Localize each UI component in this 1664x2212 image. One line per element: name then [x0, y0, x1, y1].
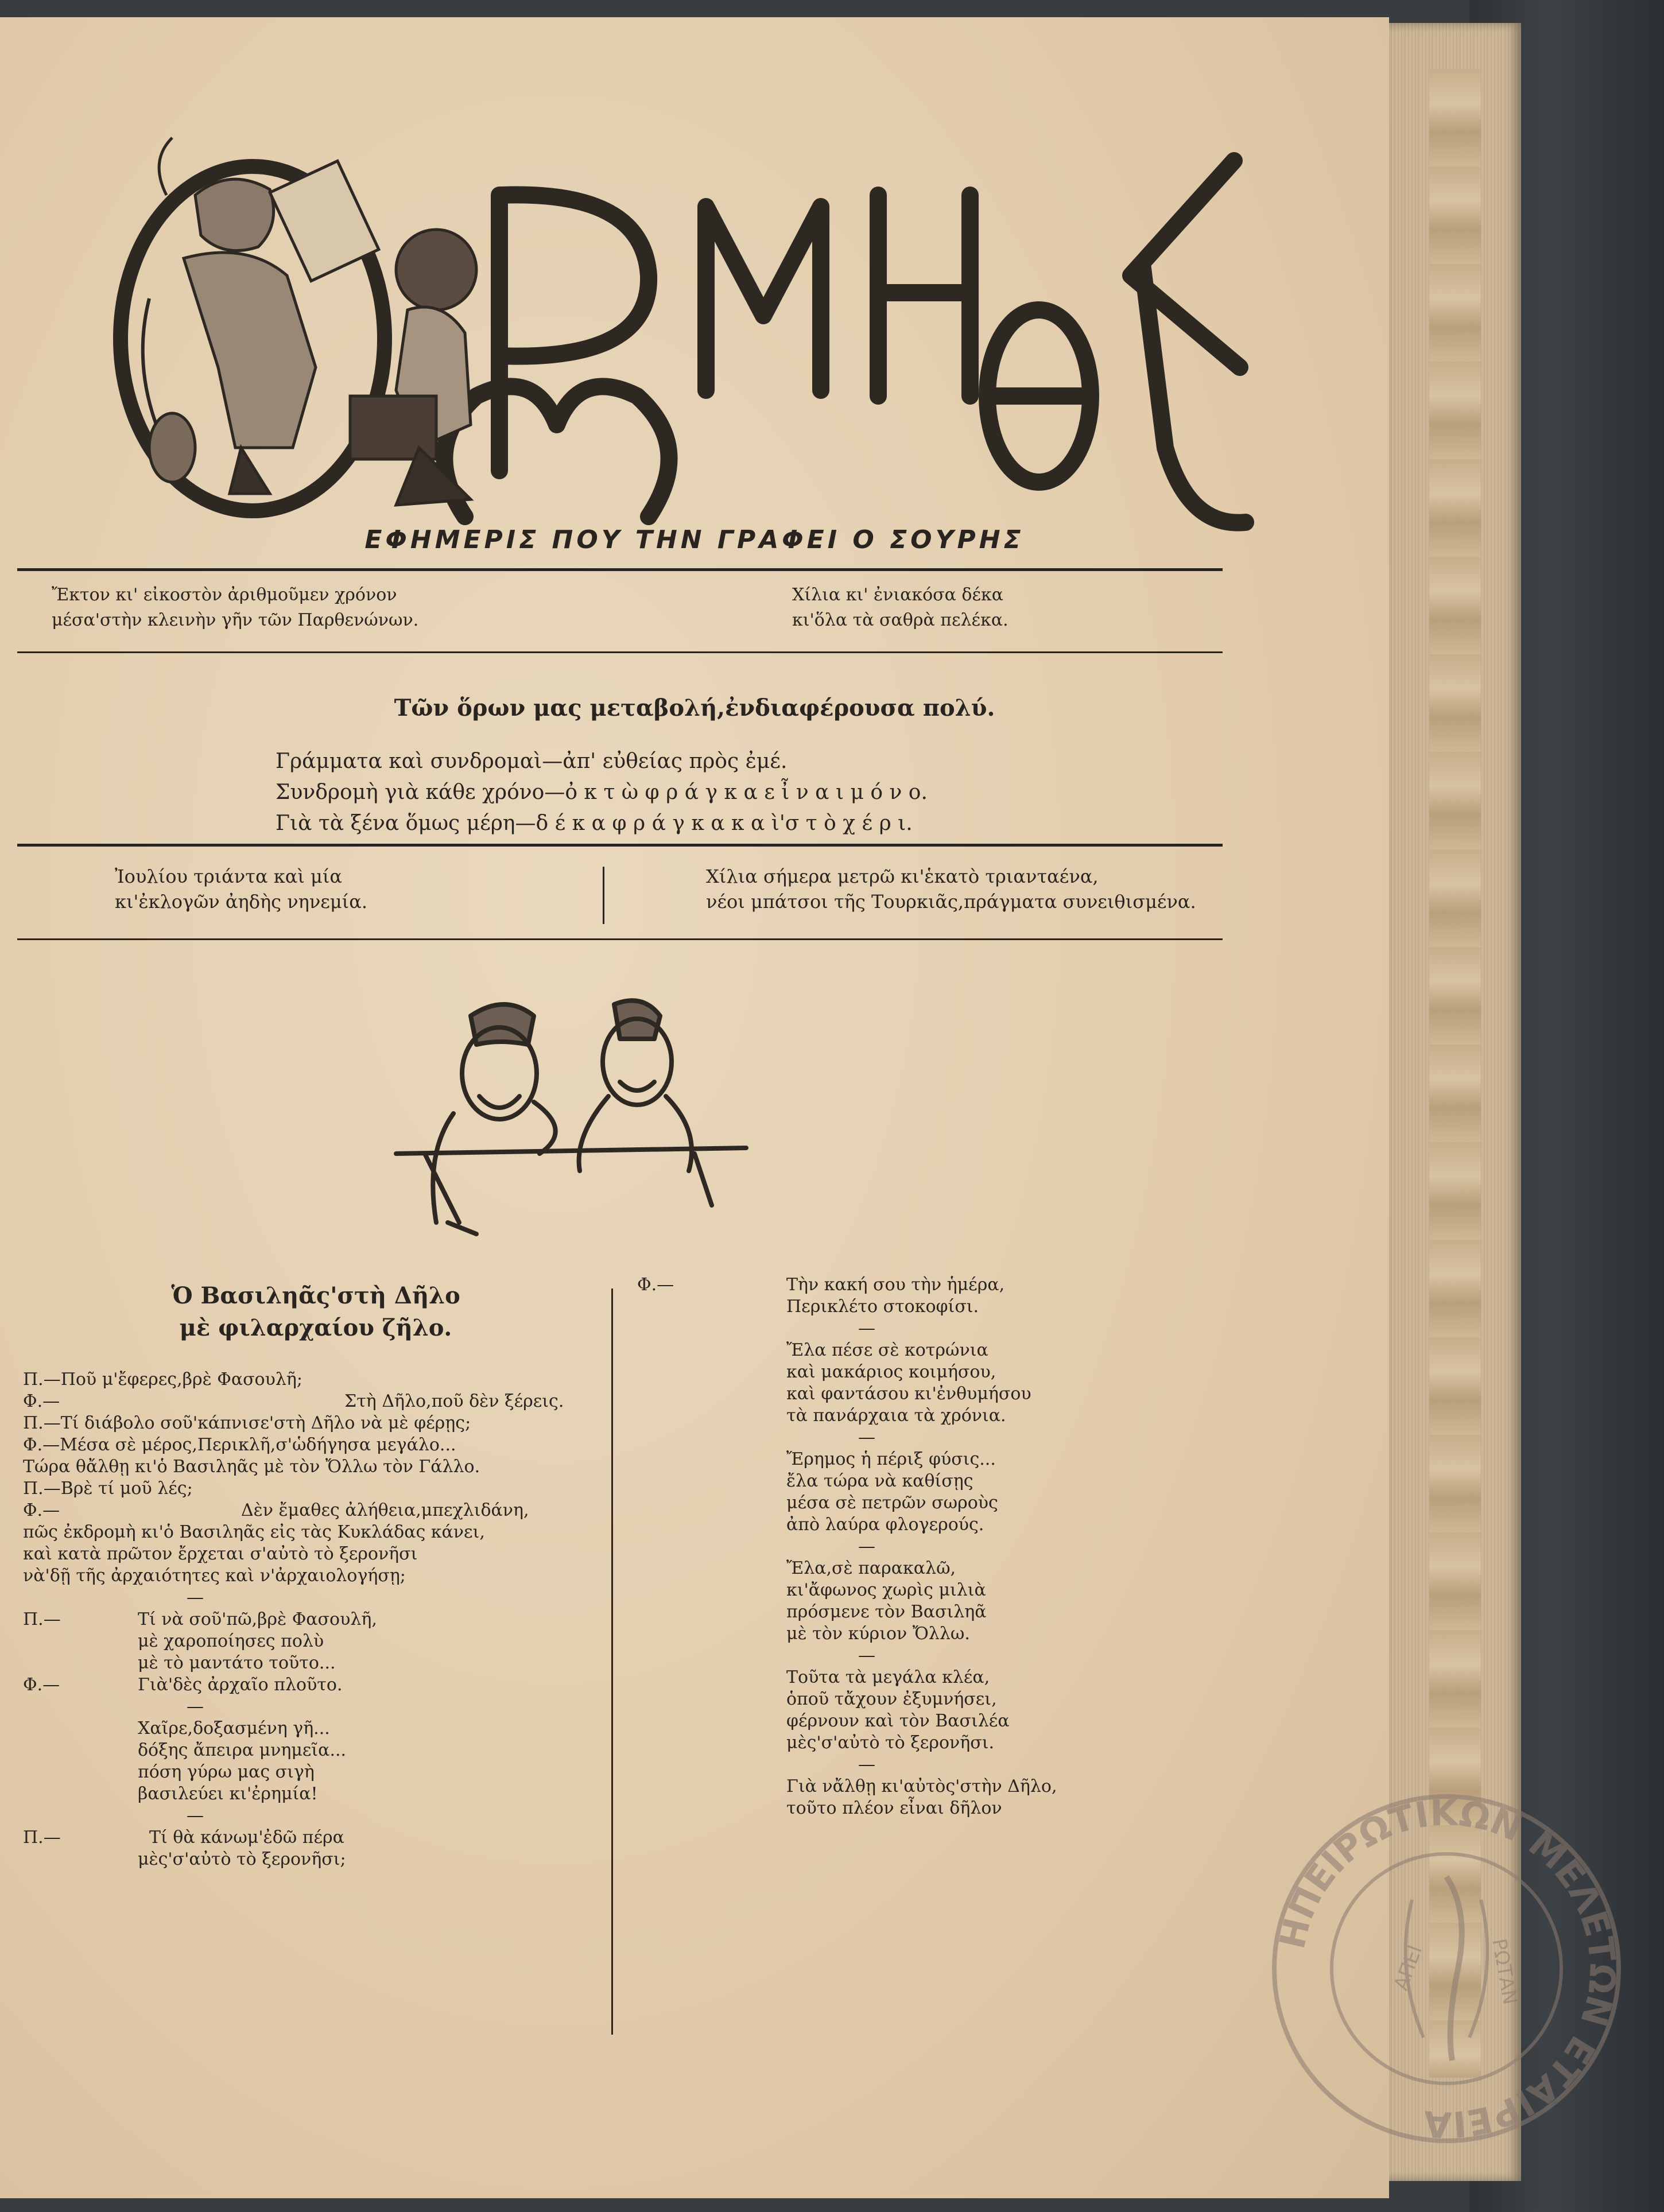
verse-line: Ἔλα,σὲ παρακαλῶ,: [786, 1558, 956, 1578]
date-left-line: Ἰουλίου τριάντα καὶ μία: [115, 866, 342, 887]
column-divider: [603, 867, 604, 924]
verse-line: Τοῦτα τὰ μεγάλα κλέα,: [786, 1667, 990, 1687]
verse-line: Στὴ Δῆλο,ποῦ δὲν ξέρεις.: [344, 1391, 564, 1411]
verse-line: μὲς'σ'αὐτὸ τὸ ξερονῆσι.: [786, 1733, 995, 1753]
section-dash: —: [858, 1755, 875, 1775]
verse-line: Γιὰ'δὲς ἀρχαῖο πλοῦτο.: [138, 1675, 343, 1695]
verse-line: πῶς ἐκδρομὴ κι'ὁ Βασιληᾶς εἰς τὰς Κυκλάδας κάνει,: [23, 1522, 485, 1542]
verse-line: μὲ τὸ μαντάτο τοῦτο...: [138, 1653, 336, 1673]
rule: [17, 568, 1223, 571]
verse-line: βασιλεύει κι'ἐρημία!: [138, 1784, 318, 1804]
header-right-line: κι'ὅλα τὰ σαθρὰ πελέκα.: [792, 610, 1009, 630]
terms-line: Γιὰ τὰ ξένα ὅμως μέρη—δ έ κ α φ ρ ά γ κ α κ α ὶ'σ τ ὸ χ έ ρ ι.: [276, 812, 913, 835]
header-left: [52, 583, 418, 633]
section-dash: —: [858, 1536, 875, 1557]
stamp-ring-text-path: ΗΠΕΙΡΩΤΙΚΩΝ ΜΕΛΕΤΩΝ ΕΤΑΙΡΕΙΑ: [1271, 1791, 1624, 2146]
verse-line: Τώρα θἄλθῃ κι'ὁ Βασιληᾶς μὲ τὸν Ὄλλω τὸν Γάλλο.: [23, 1457, 480, 1477]
society-stamp: [1263, 1785, 1630, 2152]
date-left-line: κι'ἐκλογῶν ἀηδὴς νηνεμία.: [115, 891, 367, 913]
section-dash: —: [187, 1806, 204, 1826]
verse-line: νὰ'δῇ τῆς ἀρχαιότητες καὶ ν'ἀρχαιολογήσῃ;: [23, 1566, 406, 1586]
torn-paper-strips: [1429, 69, 1481, 2078]
terms-block: [276, 746, 928, 839]
verse-line: φέρνουν καὶ τὸν Βασιλέα: [786, 1711, 1010, 1731]
section-dash: —: [858, 1427, 875, 1447]
section-dash: —: [187, 1588, 204, 1608]
verse-line: ἔλα τώρα νὰ καθίσῃς: [786, 1471, 973, 1491]
header-right-line: Χίλια κι' ἐνιακόσα δέκα: [792, 585, 1004, 605]
article-right-column: [637, 1274, 1154, 1819]
verse-line: Ἔλα πέσε σὲ κοτρώνια: [786, 1340, 988, 1360]
verse-line: Π.—Ποῦ μ'ἔφερες,βρὲ Φασουλῆ;: [23, 1369, 302, 1390]
terms-title: Τῶν ὅρων μας μεταβολή,ἐνδιαφέρουσα πολύ.: [394, 694, 995, 721]
verse-line: μὲ χαροποίησες πολὺ: [138, 1631, 324, 1651]
header-left-line: μέσα'στὴν κλεινὴν γῆν τῶν Παρθενώνων.: [52, 610, 419, 630]
speaker: Φ.—: [23, 1675, 60, 1695]
article-title: [86, 1280, 545, 1344]
newspaper-page: [0, 17, 1624, 2198]
date-right-line: Χίλια σήμερα μετρῶ κι'ἑκατὸ τριανταένα,: [706, 866, 1099, 887]
column-divider: [611, 1289, 613, 2035]
stamp-center-left: ΑΠΕΙ: [1389, 1942, 1427, 1994]
verse-line: μὲ τὸν κύριον Ὄλλω.: [786, 1624, 970, 1644]
verse-line: Π.—Βρὲ τί μοῦ λές;: [23, 1478, 193, 1499]
speaker: Π.—: [23, 1609, 61, 1629]
verse-line: καὶ κατὰ πρῶτον ἔρχεται σ'αὐτὸ τὸ ξερονῆσι: [23, 1544, 418, 1564]
header-right: [792, 583, 1009, 633]
masthead-subtitle: ΕΦΗΜΕΡΙΣ ΠΟΥ ΤΗΝ ΓΡΑΦΕΙ Ο ΣΟΥΡΗΣ: [364, 525, 1025, 554]
section-dash: —: [187, 1697, 204, 1717]
verse-line: Χαῖρε,δοξασμένη γῆ...: [138, 1718, 330, 1738]
speaker: Φ.—: [23, 1500, 60, 1520]
verse-line: Π.—Τί διάβολο σοῦ'κάπνισε'στὴ Δῆλο νὰ μὲ φέρῃς;: [23, 1413, 471, 1433]
verse-line: τοῦτο πλέον εἶναι δῆλον: [786, 1798, 1002, 1818]
rule: [17, 938, 1223, 940]
verse-line: κι'ἄφωνος χωρὶς μιλιὰ: [786, 1580, 986, 1600]
verse-line: ὁποῦ τἄχουν ἐξυμνήσει,: [786, 1689, 997, 1709]
speaker: Π.—: [23, 1827, 61, 1848]
verse-line: καὶ φαντάσου κι'ἐνθυμήσου: [786, 1384, 1031, 1404]
verse-line: Φ.—Μέσα σὲ μέρος,Περικλῆ,σ'ὡδήγησα μεγάλο...: [23, 1435, 456, 1455]
rule: [17, 651, 1223, 653]
cartoon-illustration: [390, 981, 758, 1251]
verse-line: Τὴν κακή σου τὴν ἡμέρα,: [786, 1275, 1005, 1295]
article-title-line: Ὁ Βασιληᾶς'στὴ Δῆλο: [171, 1282, 460, 1309]
date-left: [115, 864, 367, 914]
rule: [17, 844, 1223, 847]
verse-line: Ἔρημος ἡ πέριξ φύσις...: [786, 1449, 996, 1469]
terms-line: Γράμματα καὶ συνδρομαὶ—ἀπ' εὐθείας πρὸς ἐμέ.: [276, 750, 788, 773]
verse-line: δόξης ἄπειρα μνημεῖα...: [138, 1740, 347, 1760]
speaker: Φ.—: [23, 1391, 60, 1411]
date-right: [706, 864, 1196, 914]
stamp-center-right: ΡΩΤΑΝ: [1487, 1937, 1522, 2007]
verse-line: μέσα σὲ πετρῶν σωροὺς: [786, 1493, 998, 1513]
masthead-logo: [98, 126, 1303, 540]
article-left-column: [23, 1369, 597, 1871]
verse-line: Γιὰ νἄλθῃ κι'αὐτὸς'στὴν Δῆλο,: [786, 1776, 1057, 1796]
section-dash: —: [858, 1646, 875, 1666]
date-right-line: νέοι μπάτσοι τῆς Τουρκιᾶς,πράγματα συνειθισμένα.: [706, 891, 1196, 913]
verse-line: πόση γύρω μας σιγὴ: [138, 1762, 315, 1782]
verse-line: πρόσμενε τὸν Βασιληᾶ: [786, 1602, 987, 1622]
verse-line: Περικλέτο στοκοφίσι.: [786, 1297, 979, 1317]
header-left-line: Ἔκτον κι' εἰκοστὸν ἀριθμοῦμεν χρόνον: [52, 585, 397, 605]
verse-line: Τί θὰ κάνωμ'ἐδῶ πέρα: [149, 1827, 344, 1848]
speaker: Φ.—: [637, 1275, 674, 1295]
verse-line: Τί νὰ σοῦ'πῶ,βρὲ Φασουλῆ,: [138, 1609, 377, 1629]
verse-line: ἀπὸ λαύρα φλογερούς.: [786, 1515, 984, 1535]
verse-line: μὲς'σ'αὐτὸ τὸ ξερονῆσι;: [138, 1849, 346, 1869]
article-title-line: μὲ φιλαρχαίου ζῆλο.: [179, 1314, 452, 1341]
terms-line: Συνδρομὴ γιὰ κάθε χρόνο—ὀ κ τ ὼ φ ρ ά γ κ α ε ἶ ν α ι μ ό ν ο.: [276, 781, 928, 804]
verse-line: καὶ μακάριος κοιμήσου,: [786, 1362, 996, 1382]
verse-line: Δὲν ἔμαθες ἀλήθεια,μπεχλιδάνη,: [241, 1500, 529, 1520]
section-dash: —: [858, 1318, 875, 1338]
verse-line: τὰ πανάρχαια τὰ χρόνια.: [786, 1406, 1006, 1426]
